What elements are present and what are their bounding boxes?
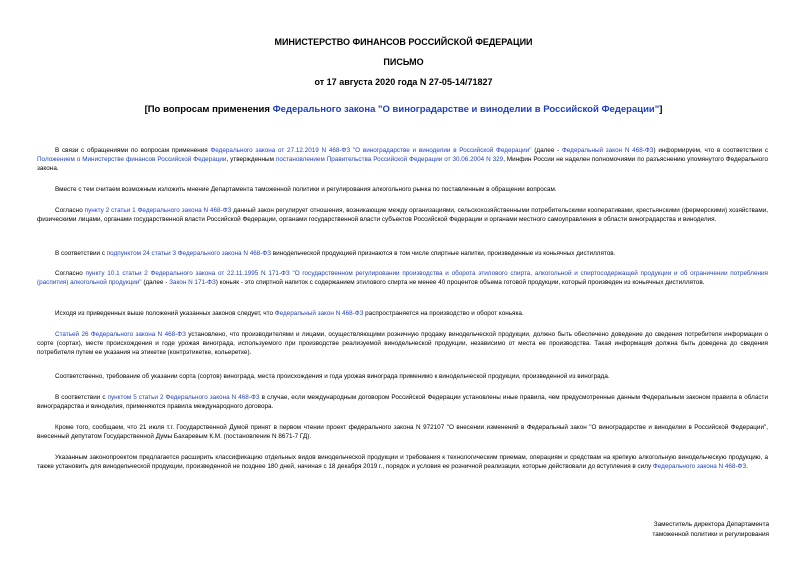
law-reference-link[interactable]: пункту 2 статьи 1 Федерального закона N 468-ФЗ	[84, 207, 232, 214]
law-reference-link[interactable]: Статьей 26 Федерального закона N 468-ФЗ	[55, 331, 186, 338]
document-type: ПИСЬМО	[383, 57, 424, 67]
paragraph-text: В связи с обращениями по вопросам применения	[55, 147, 211, 154]
law-reference-link[interactable]: Закон N 171-ФЗ	[169, 279, 216, 286]
document-subject	[0, 104, 807, 116]
law-reference-link[interactable]: пунктом 5 статьи 2 Федерального закона N 468-ФЗ	[107, 394, 260, 401]
paragraph-5	[37, 269, 768, 287]
paragraph-11	[37, 453, 768, 471]
paragraph-text: Соответственно, требование об указании сорта (сортов) винограда, места происхождения и года урожая винограда применимо к винодельческой продукции, произведенной из винограда.	[55, 373, 610, 380]
law-reference-link[interactable]: Федерального закона N 468-ФЗ	[652, 463, 747, 470]
paragraph-6	[37, 309, 768, 318]
paragraph-text: Согласно	[55, 270, 86, 277]
paragraph-2	[37, 185, 768, 194]
paragraph-text: Согласно	[55, 207, 85, 214]
signature-block	[652, 520, 769, 539]
signature-line-2: таможенной политики и регулирования	[652, 530, 769, 538]
paragraph-text: (далее -	[531, 147, 562, 154]
law-reference-link[interactable]: пункту 10.1 статьи 2 Федерального закона от 22.11.1995 N 171-ФЗ "О государственном регулировании производства и оборота этилового спирта, алкогольной и спиртосодержащей продукции и об ограничении потребления (распития) алкогольной продукции"	[37, 270, 768, 286]
paragraph-8	[37, 372, 768, 381]
law-reference-link[interactable]: подпунктом 24 статьи 3 Федерального закона N 468-ФЗ	[106, 250, 272, 257]
signature-line-1: Заместитель директора Департамента	[653, 521, 769, 528]
paragraph-text: Вместе с тем считаем возможным изложить мнение Департамента таможенной политики и регулирования алкогольного рынка по поставленным в обращении вопросам.	[55, 186, 557, 193]
paragraph-text: Указанным законопроектом предлагается расширить классификацию отдельных видов винодельческой продукции и требования к технологическим приемам, операциям и средствам на крепкую алкогольную винодельческую продукцию, а также установить для винодельческой продукции, произведенной не позднее 180 дней, начиная с 18 декабря 2019 г., порядок и условия ее розничной реализации, которые действовали до вступления в силу	[37, 454, 768, 470]
paragraph-text: , утвержденным	[226, 156, 276, 163]
subject-prefix: [По вопросам применения	[144, 104, 273, 115]
ministry-title: МИНИСТЕРСТВО ФИНАНСОВ РОССИЙСКОЙ ФЕДЕРАЦИИ	[274, 37, 533, 47]
paragraph-text: В соответствии с	[55, 394, 108, 401]
paragraph-text: данный закон регулирует отношения, возникающие между организациями, сельскохозяйственными потребительскими кооперативами, крестьянскими (фермерскими) хозяйствами, физическими лицами, органами государственной власти Российской Федерации, органами государственной власти субъектов Российской Федерации и органами местного самоуправления в области виноградарства и виноделия.	[37, 207, 768, 223]
paragraph-text: ) коньяк - это спиртной напиток с содержанием этилового спирта не менее 40 процентов объема готовой продукции, который произведен из коньячных дистиллятов.	[215, 279, 705, 286]
paragraph-text: .	[746, 463, 748, 470]
paragraph-text: установлено, что производителями и лицами, осуществляющими розничную продажу винодельческой продукции, должно быть обеспечено доведение до сведения потребителя информации о сорте (сортах), месте происхождения и годе урожая винограда, используемого при производстве реализуемой винодельческой продукции, независимо от места ее производства. Такая информация должна быть доведена до сведения потребителя путем ее указания на этикетке (контрэтикетке, кольеретке).	[37, 331, 768, 356]
law-reference-link[interactable]: Федерального закона от 27.12.2019 N 468-ФЗ "О виноградарстве и виноделии в Российской Федерации"	[210, 147, 532, 154]
paragraph-text: ) информируем, что в соответствии с	[653, 147, 769, 154]
paragraph-1	[37, 146, 768, 173]
paragraph-text: распространяется на производство и оборот коньяка.	[363, 310, 524, 317]
paragraph-text: Кроме того, сообщаем, что 21 июля т.г. Государственной Думой принят в первом чтении проект федерального закона N 972107 "О внесении изменений в Федеральный закон "О виноградарстве и виноделии в Российской Федерации", внесенный депутатом Государственной Думы Бахаревым К.М. (постановление N 8671-7 ГД).	[37, 424, 768, 440]
paragraph-7	[37, 330, 768, 357]
subject-suffix: ]	[659, 104, 663, 115]
law-reference-link[interactable]: Федеральный закон N 468-ФЗ	[561, 147, 654, 154]
paragraph-text: Исходя из приведенных выше положений указанных законов следует, что	[55, 310, 275, 317]
paragraph-10	[37, 423, 768, 441]
law-reference-link[interactable]: Федеральный закон N 468-ФЗ	[274, 310, 364, 317]
law-reference-link[interactable]: постановлением Правительства Российской Федерации от 30.06.2004 N 329	[275, 156, 504, 163]
paragraph-3	[37, 206, 768, 224]
document-date-number: от 17 августа 2020 года N 27-05-14/71827	[314, 77, 493, 87]
paragraph-text: (далее -	[141, 279, 170, 286]
paragraph-4	[37, 249, 768, 258]
law-reference-link[interactable]: Положением о Министерстве финансов Российской Федерации	[37, 156, 227, 163]
paragraph-text: в случае, если международным договором Российской Федерации установлены иные правила, чем предусмотренные данным Федеральным законом правила в области виноградарства и виноделия, применяются правила международного договора.	[37, 394, 768, 410]
paragraph-9	[37, 393, 768, 411]
paragraph-text: В соответствии с	[55, 250, 107, 257]
paragraph-text: , Минфин России не наделен полномочиями по разъяснению упомянутого Федерального закона.	[37, 156, 769, 172]
paragraph-text: винодельческой продукцией признаются в том числе спиртные напитки, произведенные из коньячных дистиллятов.	[271, 250, 616, 257]
subject-law-link[interactable]: Федерального закона "О виноградарстве и виноделии в Российской Федерации"	[272, 104, 660, 115]
